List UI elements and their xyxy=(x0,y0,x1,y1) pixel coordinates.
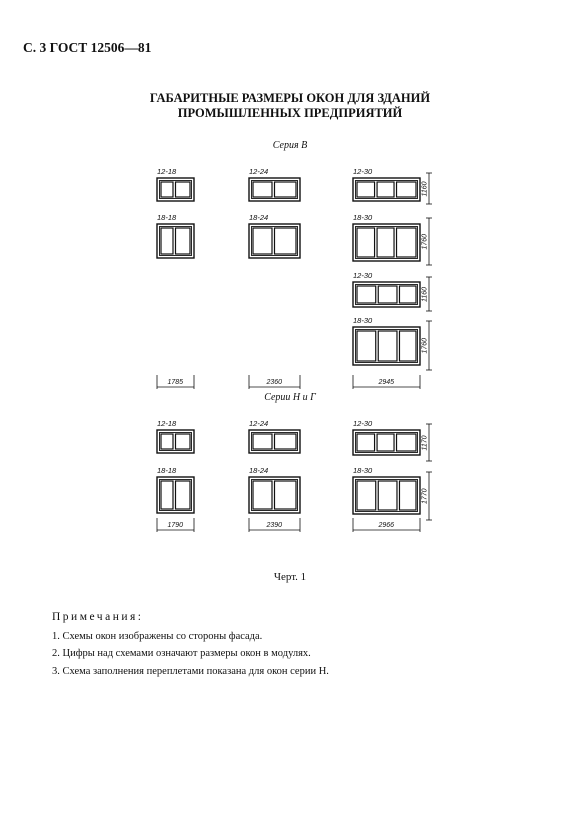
note-item-2: 2. Цифры над схемами означают размеры окон в модулях. xyxy=(52,648,311,659)
window-code-label: 18-24 xyxy=(249,466,269,475)
page-header: С. 3 ГОСТ 12506—81 xyxy=(23,40,152,55)
height-dimension-label: 1770 xyxy=(421,488,429,504)
figure-caption: Черт. 1 xyxy=(273,571,307,583)
width-dimension-label: 2945 xyxy=(378,379,395,386)
notes-heading: Примечания: xyxy=(52,611,144,623)
window-series-b-18-24 xyxy=(249,213,300,258)
window-code-label: 12-18 xyxy=(157,419,177,428)
window-code-label: 12-30 xyxy=(353,167,373,176)
window-series-b-18-30 xyxy=(353,213,420,261)
window-code-label: 12-24 xyxy=(249,167,269,176)
width-dimension-label: 1785 xyxy=(167,379,184,386)
window-series-ng-12-18 xyxy=(157,419,194,453)
height-dimension-label: 1170 xyxy=(421,435,429,451)
window-series-b-12-18 xyxy=(157,167,194,201)
window-series-b-18-30-alt xyxy=(353,316,420,365)
window-series-ng-18-30 xyxy=(353,466,420,514)
series-b-label: Серия В xyxy=(272,140,308,151)
note-item-3: 3. Схема заполнения переплетами показана для окон серии Н. xyxy=(52,666,329,677)
window-code-label: 18-24 xyxy=(249,213,269,222)
window-series-b-18-18 xyxy=(157,213,194,258)
window-code-label: 12-30 xyxy=(353,419,373,428)
window-code-label: 18-18 xyxy=(157,466,177,475)
window-code-label: 18-30 xyxy=(353,466,373,475)
window-series-ng-18-24 xyxy=(249,466,300,513)
page-title-line-1: ГАБАРИТНЫЕ РАЗМЕРЫ ОКОН ДЛЯ ЗДАНИЙ xyxy=(149,91,431,105)
width-dimension-label: 2390 xyxy=(266,522,283,529)
window-code-label: 18-18 xyxy=(157,213,177,222)
height-dimension-label: 1760 xyxy=(421,337,429,354)
width-dimension-label: 1790 xyxy=(167,522,184,529)
series-ng-label: Серии Н и Г xyxy=(264,392,316,403)
note-item-1: 1. Схемы окон изображены со стороны фасада. xyxy=(52,631,263,642)
window-series-b-12-24 xyxy=(249,167,300,201)
window-series-b-12-30-alt xyxy=(353,271,420,307)
window-series-ng-12-24 xyxy=(249,419,300,453)
height-dimension-label: 1760 xyxy=(421,233,429,250)
width-dimension-label: 2360 xyxy=(266,379,283,386)
window-code-label: 12-24 xyxy=(249,419,269,428)
window-series-ng-18-18 xyxy=(157,466,194,513)
window-code-label: 12-30 xyxy=(353,271,373,280)
window-code-label: 12-18 xyxy=(157,167,177,176)
height-dimension-label: 1160 xyxy=(421,286,429,302)
page-title-line-2: ПРОМЫШЛЕННЫХ ПРЕДПРИЯТИЙ xyxy=(177,106,403,120)
window-series-ng-12-30 xyxy=(353,419,420,455)
width-dimension-label: 2966 xyxy=(378,522,395,529)
window-code-label: 18-30 xyxy=(353,213,373,222)
height-dimension-label: 1160 xyxy=(421,181,429,197)
window-code-label: 18-30 xyxy=(353,316,373,325)
window-series-b-12-30 xyxy=(353,167,420,201)
